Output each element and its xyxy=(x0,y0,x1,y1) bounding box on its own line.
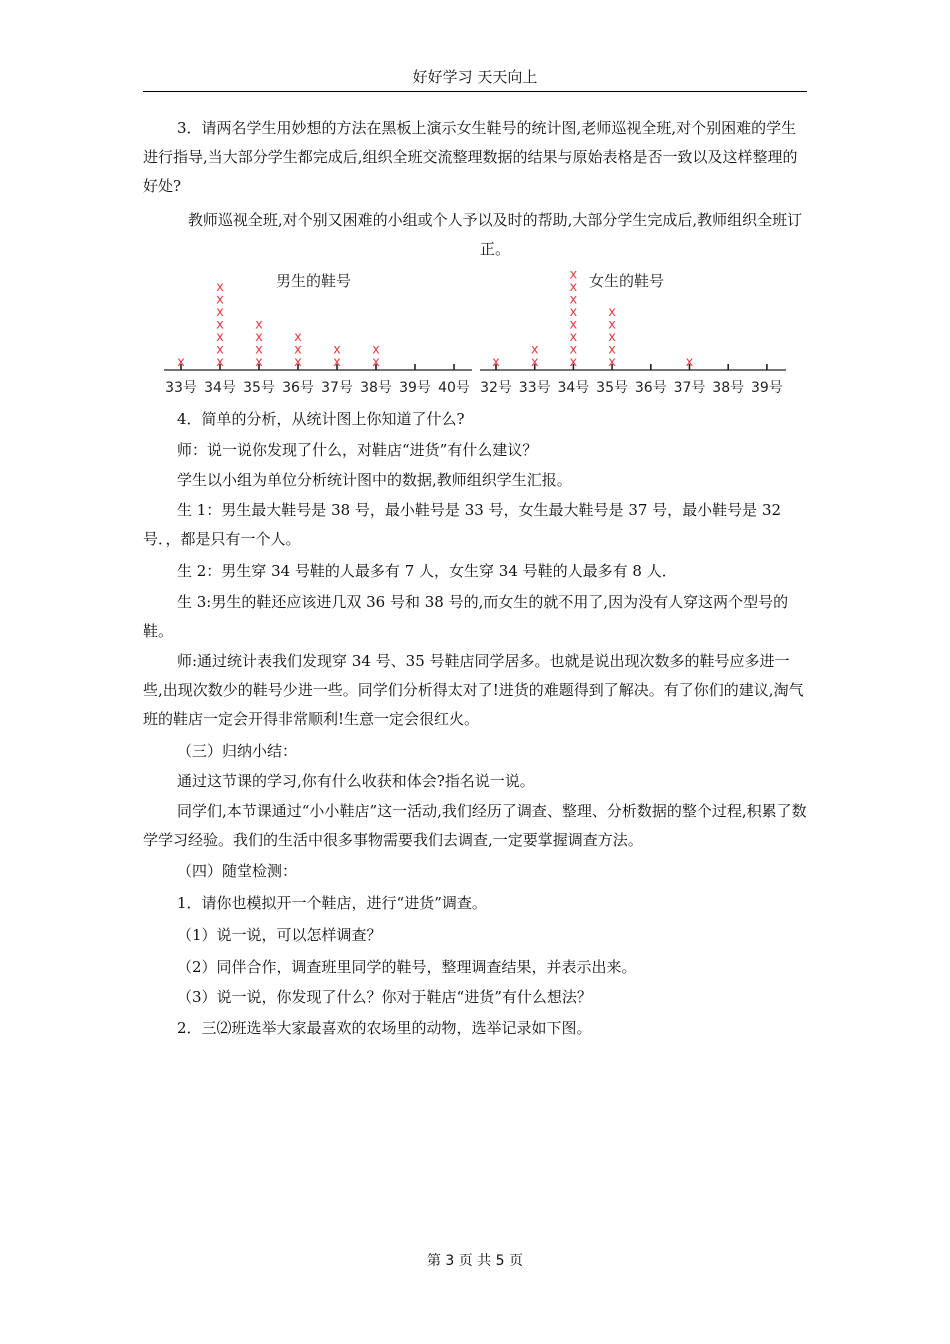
data-mark: x xyxy=(333,342,341,358)
data-mark: x xyxy=(255,342,263,358)
paragraph-7: 生 2：男生穿 34 号鞋的人最多有 7 人，女生穿 34 号鞋的人最多有 8 人． xyxy=(177,562,677,580)
paragraph-6: 生 1：男生最大鞋号是 38 号，最小鞋号是 33 号，女生最大鞋号是 37 号，最小鞋号是 32 号．，都是只有一个人。 xyxy=(143,501,782,548)
paragraph-2: 教师巡视全班,对个别又困难的小组或个人予以及时的帮助,大部分学生完成后,教师组织全班订正。 xyxy=(187,211,803,258)
tick-label: 33号 xyxy=(165,380,197,396)
data-mark: x xyxy=(569,267,578,283)
chart-title: 女生的鞋号 xyxy=(589,272,665,290)
paragraph-8: 生 3:男生的鞋还应该进几双 36 号和 38 号的,而女生的就不用了,因为没有人穿这两个型号的鞋。 xyxy=(143,593,789,640)
page-footer: 第 3 页 共 5 页 xyxy=(426,1253,524,1269)
page-header: 好好学习 天天向上 xyxy=(143,66,807,92)
paragraph-1: 3．请两名学生用妙想的方法在黑板上演示女生鞋号的统计图,老师巡视全班,对个别困难的学生进行指导,当大部分学生都完成后,组织全班交流整理数据的结果与原始表格是否一致以及这样整理的好处? xyxy=(143,119,798,195)
data-mark: x xyxy=(608,317,616,333)
tick-label: 36号 xyxy=(634,380,667,396)
paragraph-11: 通过这节课的学习,你有什么收获和体会?指名说一说。 xyxy=(177,772,535,790)
data-mark: x xyxy=(569,305,578,320)
data-mark: x xyxy=(255,330,263,345)
data-mark: x xyxy=(294,355,302,370)
tick-label: 37号 xyxy=(321,380,353,396)
data-mark: x xyxy=(294,330,302,345)
tick-label: 35号 xyxy=(243,380,275,396)
paragraph-12: 同学们,本节课通过“小小鞋店”这一活动,我们经历了调查、整理、分析数据的整个过程,积累了数学学习经验。我们的生活中很多事物需要我们去调查,一定要掌握调查方法。 xyxy=(143,802,807,849)
data-mark: x xyxy=(569,330,578,345)
shoe-size-charts xyxy=(160,262,800,404)
data-mark: x xyxy=(333,355,341,370)
tick-label: 40号 xyxy=(438,380,470,396)
data-mark: x xyxy=(608,342,616,358)
data-mark: x xyxy=(216,317,224,333)
data-mark: x xyxy=(569,292,578,308)
paragraph-5: 学生以小组为单位分析统计图中的数据,教师组织学生汇报。 xyxy=(177,471,572,489)
data-mark: x xyxy=(216,355,224,370)
tick-label: 34号 xyxy=(557,380,590,396)
paragraph-16: （2）同伴合作，调查班里同学的鞋号，整理调查结果，并表示出来。 xyxy=(177,958,637,976)
data-mark: x xyxy=(569,317,578,333)
paragraph-18: 2．三⑵班选举大家最喜欢的农场里的动物，选举记录如下图。 xyxy=(177,1019,592,1037)
paragraph-10: （三）归纳小结： xyxy=(177,742,298,760)
paragraph-15: （1）说一说，可以怎样调查？ xyxy=(177,926,382,944)
data-mark: x xyxy=(255,317,263,333)
tick-label: 39号 xyxy=(750,380,783,396)
data-mark: x xyxy=(255,355,263,370)
data-mark: x xyxy=(530,342,539,358)
tick-label: 38号 xyxy=(712,380,745,396)
data-mark: x xyxy=(608,330,616,345)
paragraph-14: 1．请你也模拟开一个鞋店，进行“进货”调查。 xyxy=(177,894,487,912)
tick-label: 39号 xyxy=(399,380,431,396)
paragraph-17: （3）说一说，你发现了什么？你对于鞋店“进货”有什么想法？ xyxy=(177,988,592,1006)
data-mark: x xyxy=(685,355,694,370)
boys-shoe-size-chart xyxy=(164,272,472,396)
tick-label: 36号 xyxy=(282,380,314,396)
chart-title: 男生的鞋号 xyxy=(276,272,352,290)
tick-label: 32号 xyxy=(480,380,512,396)
data-mark: x xyxy=(569,280,578,295)
paragraph-13: （四）随堂检测： xyxy=(177,862,298,880)
data-mark: x xyxy=(216,342,224,358)
paragraph-4: 师：说一说你发现了什么，对鞋店“进货”有什么建议？ xyxy=(177,441,538,459)
tick-label: 34号 xyxy=(204,380,236,396)
tick-label: 37号 xyxy=(673,380,706,396)
data-mark: x xyxy=(216,330,224,345)
data-mark: x xyxy=(177,355,185,370)
data-mark: x xyxy=(530,355,539,370)
data-mark: x xyxy=(569,342,578,358)
data-mark: x xyxy=(216,305,224,320)
data-mark: x xyxy=(372,355,380,370)
paragraph-9: 师:通过统计表我们发现穿 34 号、35 号鞋店同学居多。也就是说出现次数多的鞋号应多进一些,出现次数少的鞋号少进一些。同学们分析得太对了!进货的难题得到了解决。有了你们的建议,淘气班的鞋店一定会开得非常顺利!生意一定会很红火。 xyxy=(143,652,804,728)
data-mark: x xyxy=(294,342,302,358)
tick-label: 33号 xyxy=(518,380,551,396)
tick-label: 38号 xyxy=(360,380,392,396)
data-mark: x xyxy=(569,355,578,370)
data-mark: x xyxy=(372,342,380,358)
data-mark: x xyxy=(608,355,616,370)
data-mark: x xyxy=(216,280,224,295)
data-mark: x xyxy=(608,305,616,320)
girls-shoe-size-chart xyxy=(480,268,786,397)
data-mark: x xyxy=(216,292,224,308)
data-mark: x xyxy=(492,355,500,370)
paragraph-3: 4．简单的分析，从统计图上你知道了什么? xyxy=(177,410,465,428)
tick-label: 35号 xyxy=(596,380,629,396)
